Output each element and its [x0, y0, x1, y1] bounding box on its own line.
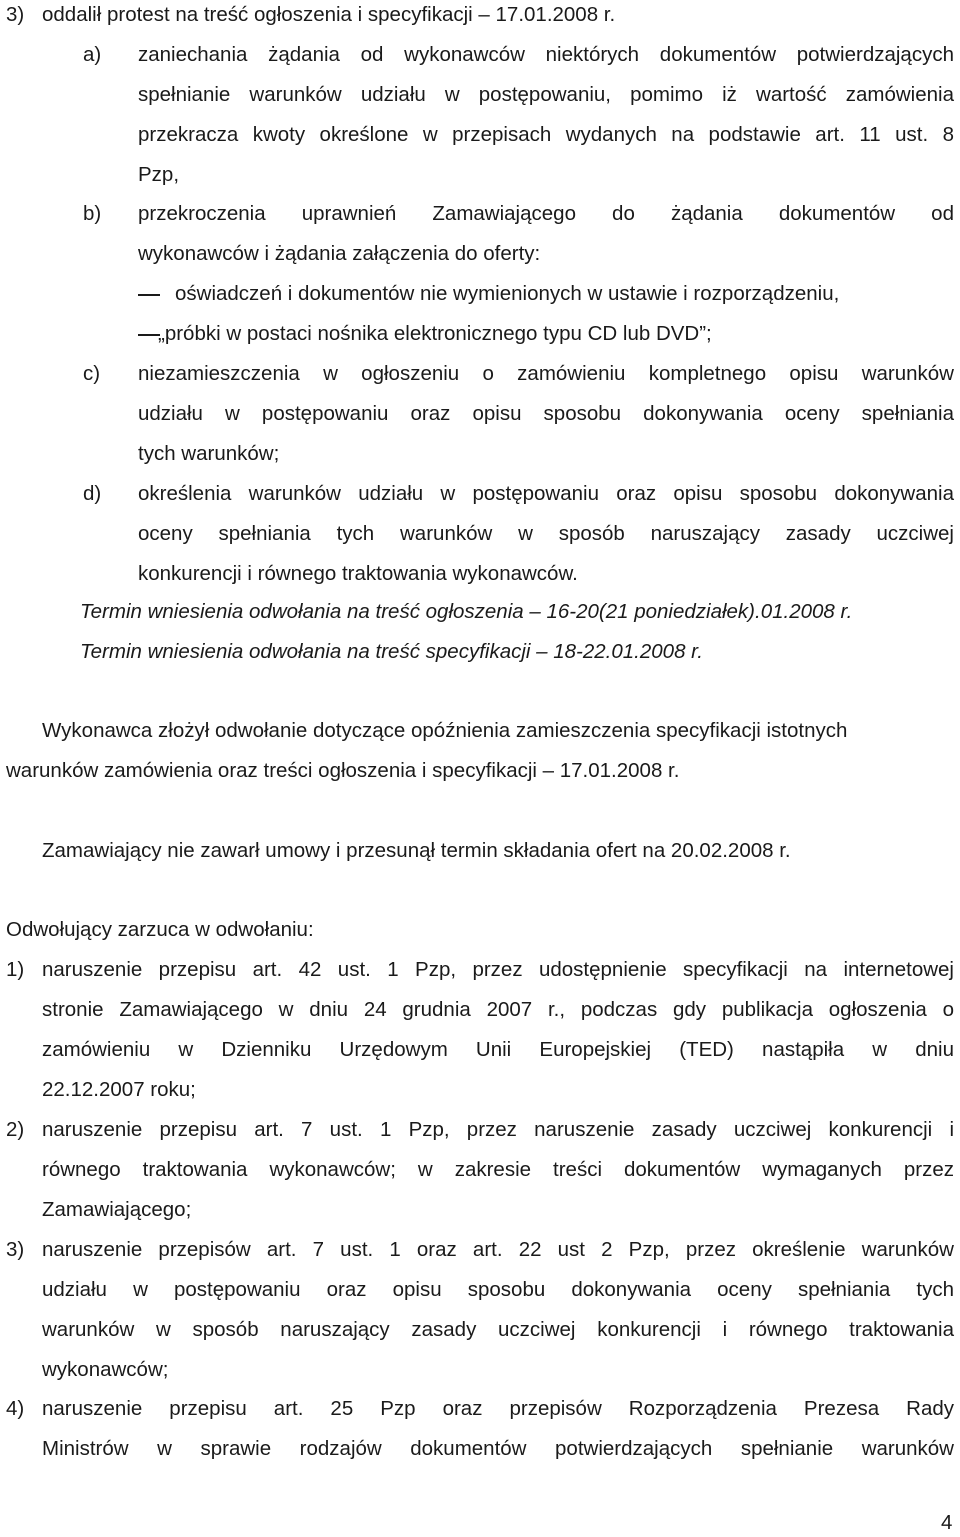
sub-d-line-2: oceny spełniania tych warunków w sposób naruszający zasady uczciwej: [138, 522, 954, 545]
allegation-3-line-2: udziału w postępowaniu oraz opisu sposobu dokonywania oceny spełniania tych: [42, 1278, 954, 1301]
allegation-3-line-4: wykonawców;: [42, 1358, 169, 1381]
list-marker: 3): [6, 3, 25, 26]
list-item-text: oddalił protest na treść ogłoszenia i specyfikacji – 17.01.2008 r.: [42, 3, 616, 26]
paragraph-appeal-line-2: warunków zamówienia oraz treści ogłoszenia i specyfikacji – 17.01.2008 r.: [6, 759, 680, 782]
sub-marker-c: c): [83, 362, 101, 385]
sub-a-line-3: przekracza kwoty określone w przepisach wydanych na podstawie art. 11 ust. 8: [138, 123, 954, 146]
sub-marker-d: d): [83, 482, 102, 505]
sub-d-line-1: określenia warunków udziału w postępowaniu oraz opisu sposobu dokonywania: [138, 482, 954, 505]
dash-item-1: oświadczeń i dokumentów nie wymienionych w ustawie i rozporządzeniu,: [175, 282, 840, 305]
sub-d-line-3: konkurencji i równego traktowania wykonawców.: [138, 562, 578, 585]
sub-c-line-2: udziału w postępowaniu oraz opisu sposobu dokonywania oceny spełniania: [138, 402, 954, 425]
allegation-2-line-2: równego traktowania wykonawców; w zakresie treści dokumentów wymaganych przez: [42, 1158, 954, 1181]
allegation-1-line-2: stronie Zamawiającego w dniu 24 grudnia 2007 r., podczas gdy publikacja ogłoszenia o: [42, 998, 954, 1021]
paragraph-appeal-line-1: Wykonawca złożył odwołanie dotyczące opóźnienia zamieszczenia specyfikacji istotnych: [42, 719, 848, 742]
allegations-heading: Odwołujący zarzuca w odwołaniu:: [6, 918, 314, 941]
sub-c-line-1: niezamieszczenia w ogłoszeniu o zamówieniu kompletnego opisu warunków: [138, 362, 954, 385]
allegation-2-line-1: naruszenie przepisu art. 7 ust. 1 Pzp, przez naruszenie zasady uczciwej konkurencji i: [42, 1118, 954, 1141]
allegation-marker-3: 3): [6, 1238, 25, 1261]
sub-marker-a: a): [83, 43, 102, 66]
allegation-1-line-1: naruszenie przepisu art. 42 ust. 1 Pzp, przez udostępnienie specyfikacji na internetowej: [42, 958, 954, 981]
allegation-marker-2: 2): [6, 1118, 25, 1141]
allegation-marker-4: 4): [6, 1397, 25, 1420]
allegation-3-line-1: naruszenie przepisów art. 7 ust. 1 oraz art. 22 ust 2 Pzp, przez określenie warunków: [42, 1238, 954, 1261]
allegation-4-line-1: naruszenie przepisu art. 25 Pzp oraz przepisów Rozporządzenia Prezesa Rady: [42, 1397, 954, 1420]
allegation-2-line-3: Zamawiającego;: [42, 1198, 192, 1221]
allegation-1-line-3: zamówieniu w Dzienniku Urzędowym Unii Europejskiej (TED) nastąpiła w dniu: [42, 1038, 954, 1061]
sub-a-line-4: Pzp,: [138, 163, 180, 186]
dash-item-2: „próbki w postaci nośnika elektronicznego typu CD lub DVD”;: [158, 322, 712, 345]
sub-a-line-2: spełnianie warunków udziału w postępowaniu, pomimo iż wartość zamówienia: [138, 83, 954, 106]
dash-bullet: [138, 334, 160, 336]
sub-a-line-1: zaniechania żądania od wykonawców niektórych dokumentów potwierdzających: [138, 43, 954, 66]
sub-c-line-3: tych warunków;: [138, 442, 280, 465]
dash-bullet: [138, 294, 160, 296]
allegation-3-line-3: warunków w sposób naruszający zasady uczciwej konkurencji i równego traktowania: [42, 1318, 954, 1341]
sub-b-line-1: przekroczenia uprawnień Zamawiającego do żądania dokumentów od: [138, 202, 954, 225]
allegation-marker-1: 1): [6, 958, 25, 981]
paragraph-contract: Zamawiający nie zawarł umowy i przesunął termin składania ofert na 20.02.2008 r.: [42, 839, 791, 862]
sub-b-line-2: wykonawców i żądania załączenia do oferty:: [138, 242, 541, 265]
sub-marker-b: b): [83, 202, 102, 225]
allegation-1-line-4: 22.12.2007 roku;: [42, 1078, 196, 1101]
page-number: 4: [941, 1511, 953, 1534]
deadline-specification: Termin wniesienia odwołania na treść specyfikacji – 18-22.01.2008 r.: [80, 640, 703, 663]
deadline-announcement: Termin wniesienia odwołania na treść ogłoszenia – 16-20(21 poniedziałek).01.2008 r.: [80, 600, 853, 623]
allegation-4-line-2: Ministrów w sprawie rodzajów dokumentów potwierdzających spełnianie warunków: [42, 1437, 954, 1460]
